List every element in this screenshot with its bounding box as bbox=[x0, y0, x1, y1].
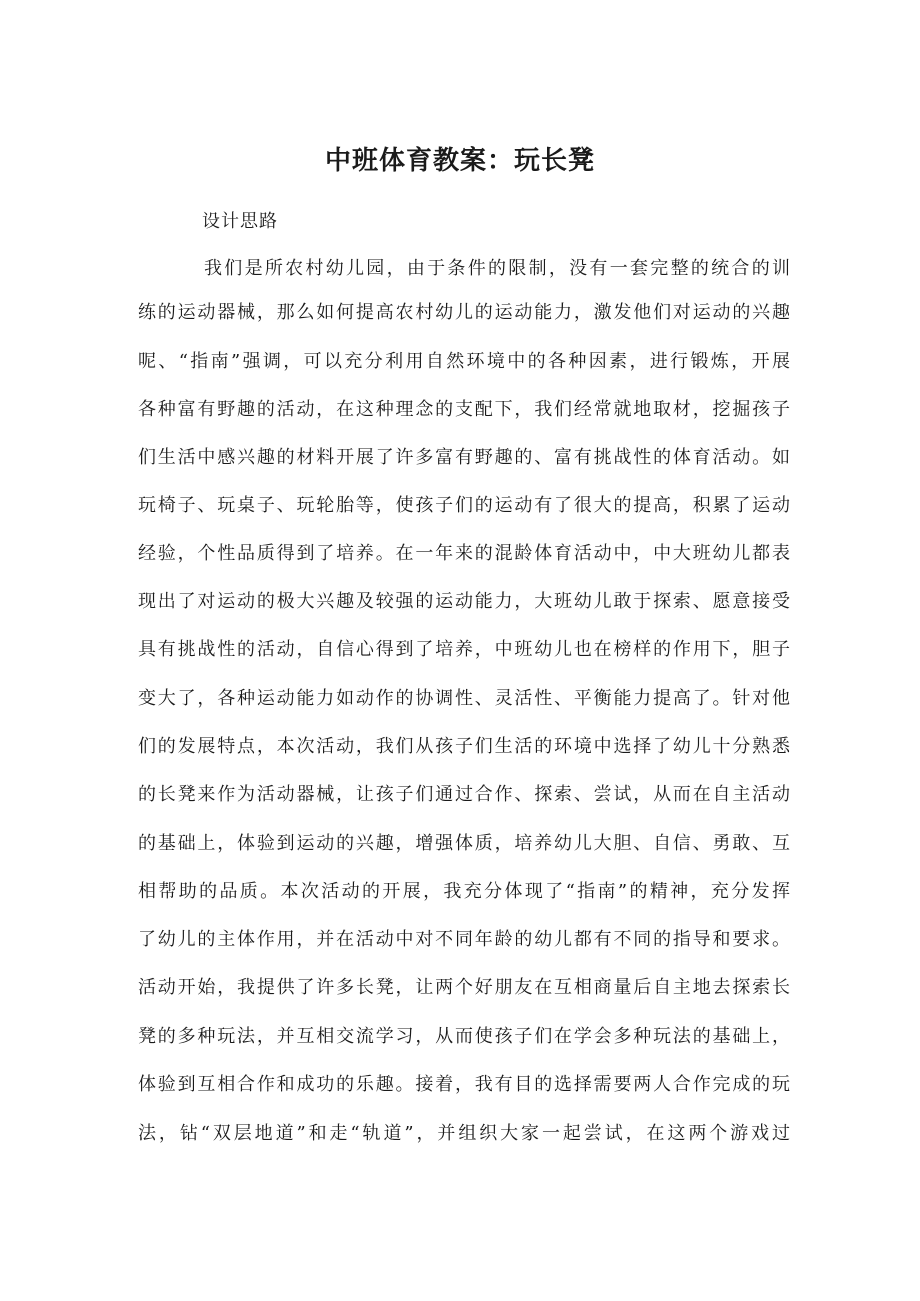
text-line: 们的发展特点，本次活动，我们从孩子们生活的环境中选择了幼儿十分熟悉 bbox=[138, 736, 790, 757]
text-line: 相帮助的品质。本次活动的开展，我充分体现了“指南”的精神，充分发挥 bbox=[138, 881, 790, 902]
text-line: 变大了，各种运动能力如动作的协调性、灵活性、平衡能力提高了。针对他 bbox=[138, 688, 790, 709]
text-line: 具有挑战性的活动，自信心得到了培养，中班幼儿也在榜样的作用下，胆子 bbox=[138, 639, 790, 660]
document-title: 中班体育教案：玩长凳 bbox=[324, 146, 595, 176]
text-line: 们生活中感兴趣的材料开展了许多富有野趣的、富有挑战性的体育活动。如 bbox=[138, 447, 790, 468]
text-line: 练的运动器械，那么如何提高农村幼儿的运动能力，激发他们对运动的兴趣 bbox=[138, 302, 790, 323]
text-line: 了幼儿的主体作用，并在活动中对不同年龄的幼儿都有不同的指导和要求。 bbox=[138, 929, 790, 950]
text-line: 活动开始，我提供了许多长凳，让两个好朋友在互相商量后自主地去探索长 bbox=[138, 977, 790, 998]
text-line: 呢、“指南”强调，可以充分利用自然环境中的各种因素，进行锻炼，开展 bbox=[138, 351, 790, 372]
text-line: 体验到互相合作和成功的乐趣。接着，我有目的选择需要两人合作完成的玩 bbox=[138, 1074, 790, 1095]
text-line: 的长凳来作为活动器械，让孩子们通过合作、探索、尝试，从而在自主活动 bbox=[138, 784, 790, 805]
text-line: 凳的多种玩法，并互相交流学习，从而使孩子们在学会多种玩法的基础上， bbox=[138, 1026, 790, 1047]
text-line: 的基础上，体验到运动的兴趣，增强体质，培养幼儿大胆、自信、勇敢、互 bbox=[138, 833, 790, 854]
text-line: 经验，个性品质得到了培养。在一年来的混龄体育活动中，中大班幼儿都表 bbox=[138, 543, 790, 564]
text-line: 现出了对运动的极大兴趣及较强的运动能力，大班幼儿敢于探索、愿意接受 bbox=[138, 591, 790, 612]
text-line: 各种富有野趣的活动，在这种理念的支配下，我们经常就地取材，挖掘孩子 bbox=[138, 399, 790, 420]
text-line: 玩椅子、玩桌子、玩轮胎等，使孩子们的运动有了很大的提高，积累了运动 bbox=[138, 495, 790, 516]
text-line: 法，钻“双层地道”和走“轨道”，并组织大家一起尝试，在这两个游戏过 bbox=[138, 1123, 790, 1144]
text-line: 我们是所农村幼儿园，由于条件的限制，没有一套完整的统合的训 bbox=[204, 258, 790, 279]
section-heading: 设计思路 bbox=[202, 211, 278, 232]
